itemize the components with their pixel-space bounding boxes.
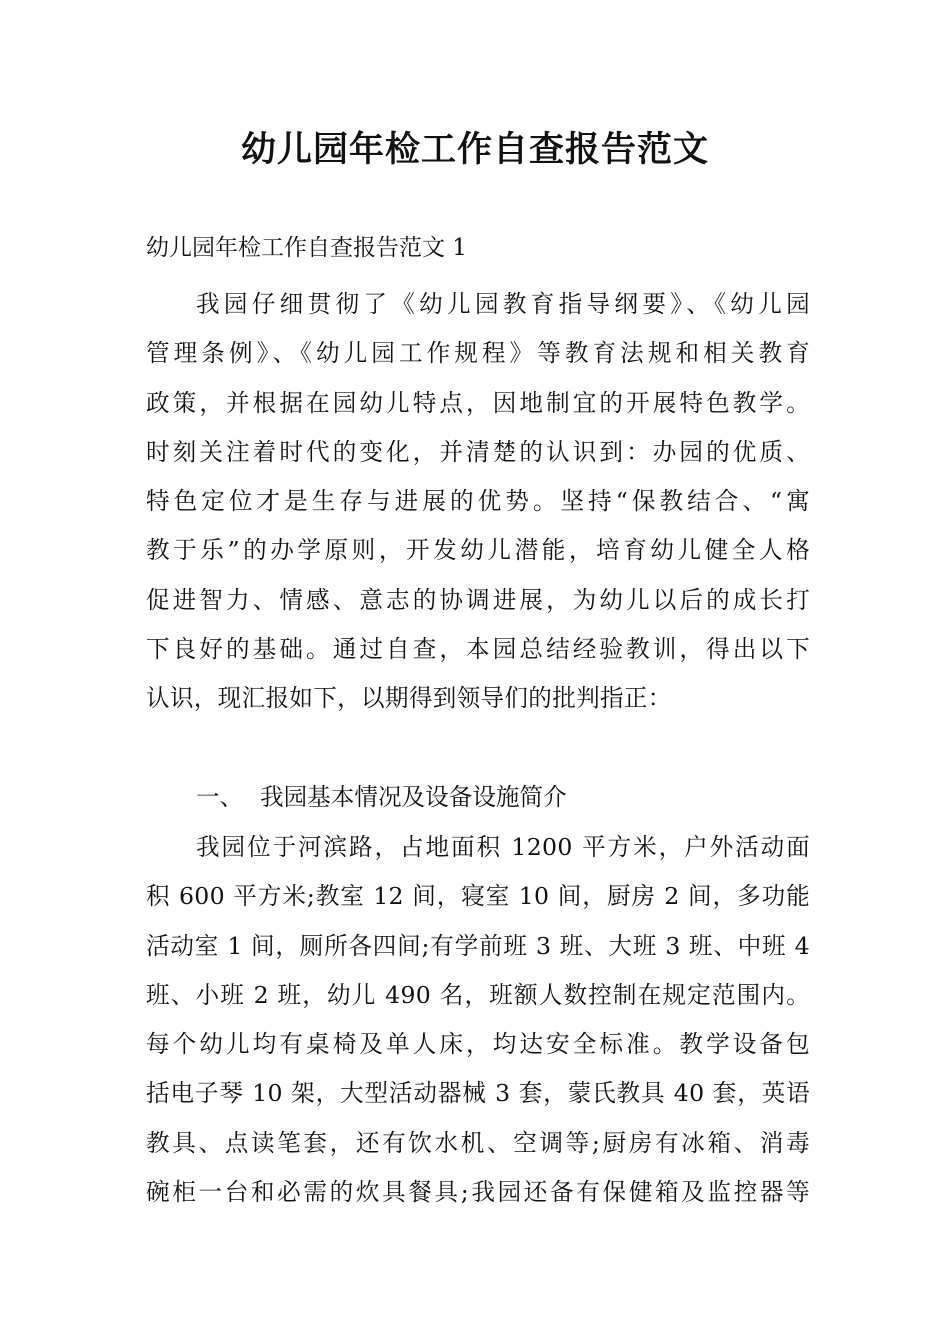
paragraph-line: 我园位于河滨路，占地面积 1200 平方米，户外活动面 [196, 833, 810, 861]
paragraph-line: 碗柜一台和必需的炊具餐具;我园还备有保健箱及监控器等 [146, 1178, 810, 1207]
paragraph-line: 特色定位才是生存与进展的优势。坚持“保教结合、“寓 [146, 487, 810, 516]
paragraph-line: 班、小班 2 班，幼儿 490 名，班额人数控制在规定范围内。 [146, 980, 810, 1009]
paragraph-intro [146, 280, 810, 724]
paragraph-line: 积 600 平方米;教室 12 间，寝室 10 间，厨房 2 间，多功能 [146, 882, 810, 911]
paragraph-line: 教于乐”的办学原则，开发幼儿潜能，培育幼儿健全人格 [146, 536, 810, 565]
paragraph-line: 促进智力、情感、意志的协调进展，为幼儿以后的成长打 [146, 585, 810, 614]
section-number: 一、 [196, 783, 244, 811]
paragraph-line: 管理条例》、《幼儿园工作规程》等教育法规和相关教育 [146, 339, 810, 368]
document-subtitle: 幼儿园年检工作自查报告范文 1 [146, 235, 467, 261]
section-heading-text: 我园基本情况及设备设施简介 [260, 783, 567, 811]
paragraph-line: 下良好的基础。通过自查，本园总结经验教训，得出以下 [146, 635, 810, 664]
paragraph-line: 认识，现汇报如下，以期得到领导们的批判指正： [146, 684, 672, 713]
paragraph-line: 教具、点读笔套，还有饮水机、空调等;厨房有冰箱、消毒 [146, 1128, 810, 1157]
section-heading [196, 775, 567, 820]
document-title: 幼儿园年检工作自查报告范文 [240, 130, 709, 170]
paragraph-line: 时刻关注着时代的变化，并清楚的认识到：办园的优质、 [146, 437, 810, 466]
paragraph-line: 政策，并根据在园幼儿特点，因地制宜的开展特色教学。 [146, 388, 810, 417]
paragraph-line: 括电子琴 10 架，大型活动器械 3 套，蒙氏教具 40 套，英语 [146, 1079, 810, 1108]
paragraph-line: 每个幼儿均有桌椅及单人床，均达安全标准。教学设备包 [146, 1030, 810, 1059]
paragraph-facilities [146, 823, 810, 1217]
paragraph-line: 活动室 1 间，厕所各四间;有学前班 3 班、大班 3 班、中班 4 [146, 931, 810, 960]
paragraph-line: 我园仔细贯彻了《幼儿园教育指导纲要》、《幼儿园 [196, 290, 810, 318]
